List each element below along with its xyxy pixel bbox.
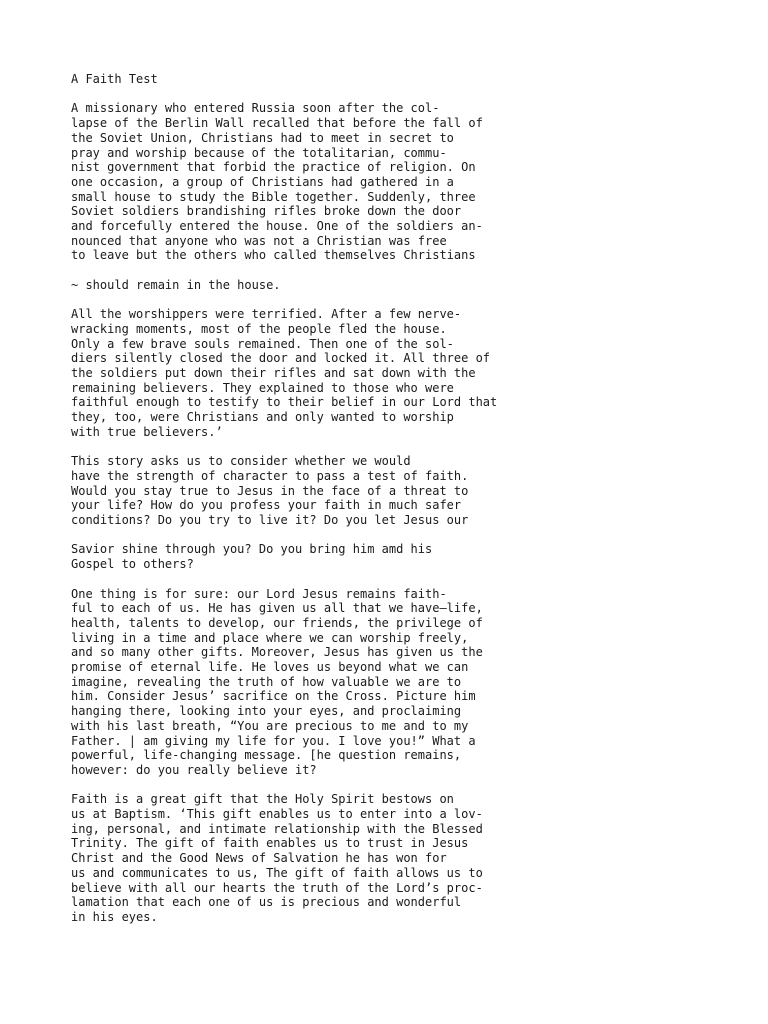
text-line: A missionary who entered Russia soon after the col- bbox=[71, 101, 440, 116]
text-line: faithful enough to testify to their belief in our Lord that bbox=[71, 395, 498, 410]
text-line: hanging there, looking into your eyes, and proclaiming bbox=[71, 704, 462, 719]
text-line: Savior shine through you? Do you bring him amd his bbox=[71, 542, 433, 557]
document-body bbox=[71, 72, 751, 939]
text-line: Would you stay true to Jesus in the face of a threat to bbox=[71, 483, 469, 498]
paragraph bbox=[71, 587, 751, 778]
paragraph bbox=[71, 792, 751, 924]
text-line: promise of eternal life. He loves us beyond what we can bbox=[71, 660, 469, 675]
text-line: One thing is for sure: our Lord Jesus remains faith- bbox=[71, 586, 447, 601]
text-line: Trinity. The gift of faith enables us to trust in Jesus bbox=[71, 836, 469, 851]
text-line: Only a few brave souls remained. Then one of the sol- bbox=[71, 336, 454, 351]
text-line: diers silently closed the door and locked it. All three of bbox=[71, 351, 491, 366]
text-line: remaining believers. They explained to those who were bbox=[71, 380, 454, 395]
paragraph bbox=[71, 278, 751, 293]
paragraph bbox=[71, 454, 751, 528]
document-title: A Faith Test bbox=[71, 72, 158, 86]
text-line: wracking moments, most of the people fled the house. bbox=[71, 321, 447, 336]
paragraph bbox=[71, 542, 751, 571]
text-line: with true believers.’ bbox=[71, 424, 223, 439]
text-line: the Soviet Union, Christians had to meet in secret to bbox=[71, 130, 454, 145]
text-line: have the strength of character to pass a test of faith. bbox=[71, 468, 469, 483]
text-line: him. Consider Jesus’ sacrifice on the Cross. Picture him bbox=[71, 689, 476, 704]
text-line: imagine, revealing the truth of how valuable we are to bbox=[71, 674, 462, 689]
text-line: small house to study the Bible together. Suddenly, three bbox=[71, 189, 476, 204]
text-line: Gospel to others? bbox=[71, 557, 194, 572]
text-line: however: do you really believe it? bbox=[71, 762, 317, 777]
paragraph bbox=[71, 101, 751, 263]
paragraph-list bbox=[71, 101, 751, 924]
text-line: to leave but the others who called themselves Christians bbox=[71, 248, 476, 263]
text-line: the soldiers put down their rifles and sat down with the bbox=[71, 366, 476, 381]
text-line: living in a time and place where we can worship freely, bbox=[71, 630, 469, 645]
text-line: ful to each of us. He has given us all that we have—life, bbox=[71, 601, 483, 616]
text-line: Christ and the Good News of Salvation he has won for bbox=[71, 851, 447, 866]
text-line: us at Baptism. ‘This gift enables us to enter into a lov- bbox=[71, 807, 483, 822]
text-line: Faith is a great gift that the Holy Spirit bestows on bbox=[71, 792, 454, 807]
text-line: in his eyes. bbox=[71, 909, 158, 924]
text-line: one occasion, a group of Christians had gathered in a bbox=[71, 174, 454, 189]
text-line: This story asks us to consider whether we would bbox=[71, 454, 411, 469]
text-line: lapse of the Berlin Wall recalled that before the fall of bbox=[71, 116, 483, 131]
text-line: Father. | am giving my life for you. I love you!” What a bbox=[71, 733, 476, 748]
text-line: your life? How do you profess your faith in much safer bbox=[71, 498, 462, 513]
text-line: they, too, were Christians and only wanted to worship bbox=[71, 410, 454, 425]
text-line: and forcefully entered the house. One of the soldiers an- bbox=[71, 219, 483, 234]
text-line: ~ should remain in the house. bbox=[71, 277, 281, 292]
text-line: conditions? Do you try to live it? Do you let Jesus our bbox=[71, 513, 469, 528]
text-line: powerful, life-changing message. [he question remains, bbox=[71, 748, 462, 763]
text-line: ing, personal, and intimate relationship with the Blessed bbox=[71, 821, 483, 836]
text-line: pray and worship because of the totalitarian, commu- bbox=[71, 145, 447, 160]
text-line: nounced that anyone who was not a Christian was free bbox=[71, 233, 447, 248]
text-line: lamation that each one of us is precious and wonderful bbox=[71, 895, 462, 910]
text-line: and so many other gifts. Moreover, Jesus has given us the bbox=[71, 645, 483, 660]
text-line: nist government that forbid the practice of religion. On bbox=[71, 160, 476, 175]
text-line: All the worshippers were terrified. After a few nerve- bbox=[71, 307, 462, 322]
text-line: with his last breath, “You are precious to me and to my bbox=[71, 718, 469, 733]
paragraph bbox=[71, 307, 751, 439]
text-line: health, talents to develop, our friends, the privilege of bbox=[71, 615, 483, 630]
text-line: believe with all our hearts the truth of the Lord’s proc- bbox=[71, 880, 483, 895]
text-line: us and communicates to us, The gift of faith allows us to bbox=[71, 865, 483, 880]
text-line: Soviet soldiers brandishing rifles broke down the door bbox=[71, 204, 462, 219]
